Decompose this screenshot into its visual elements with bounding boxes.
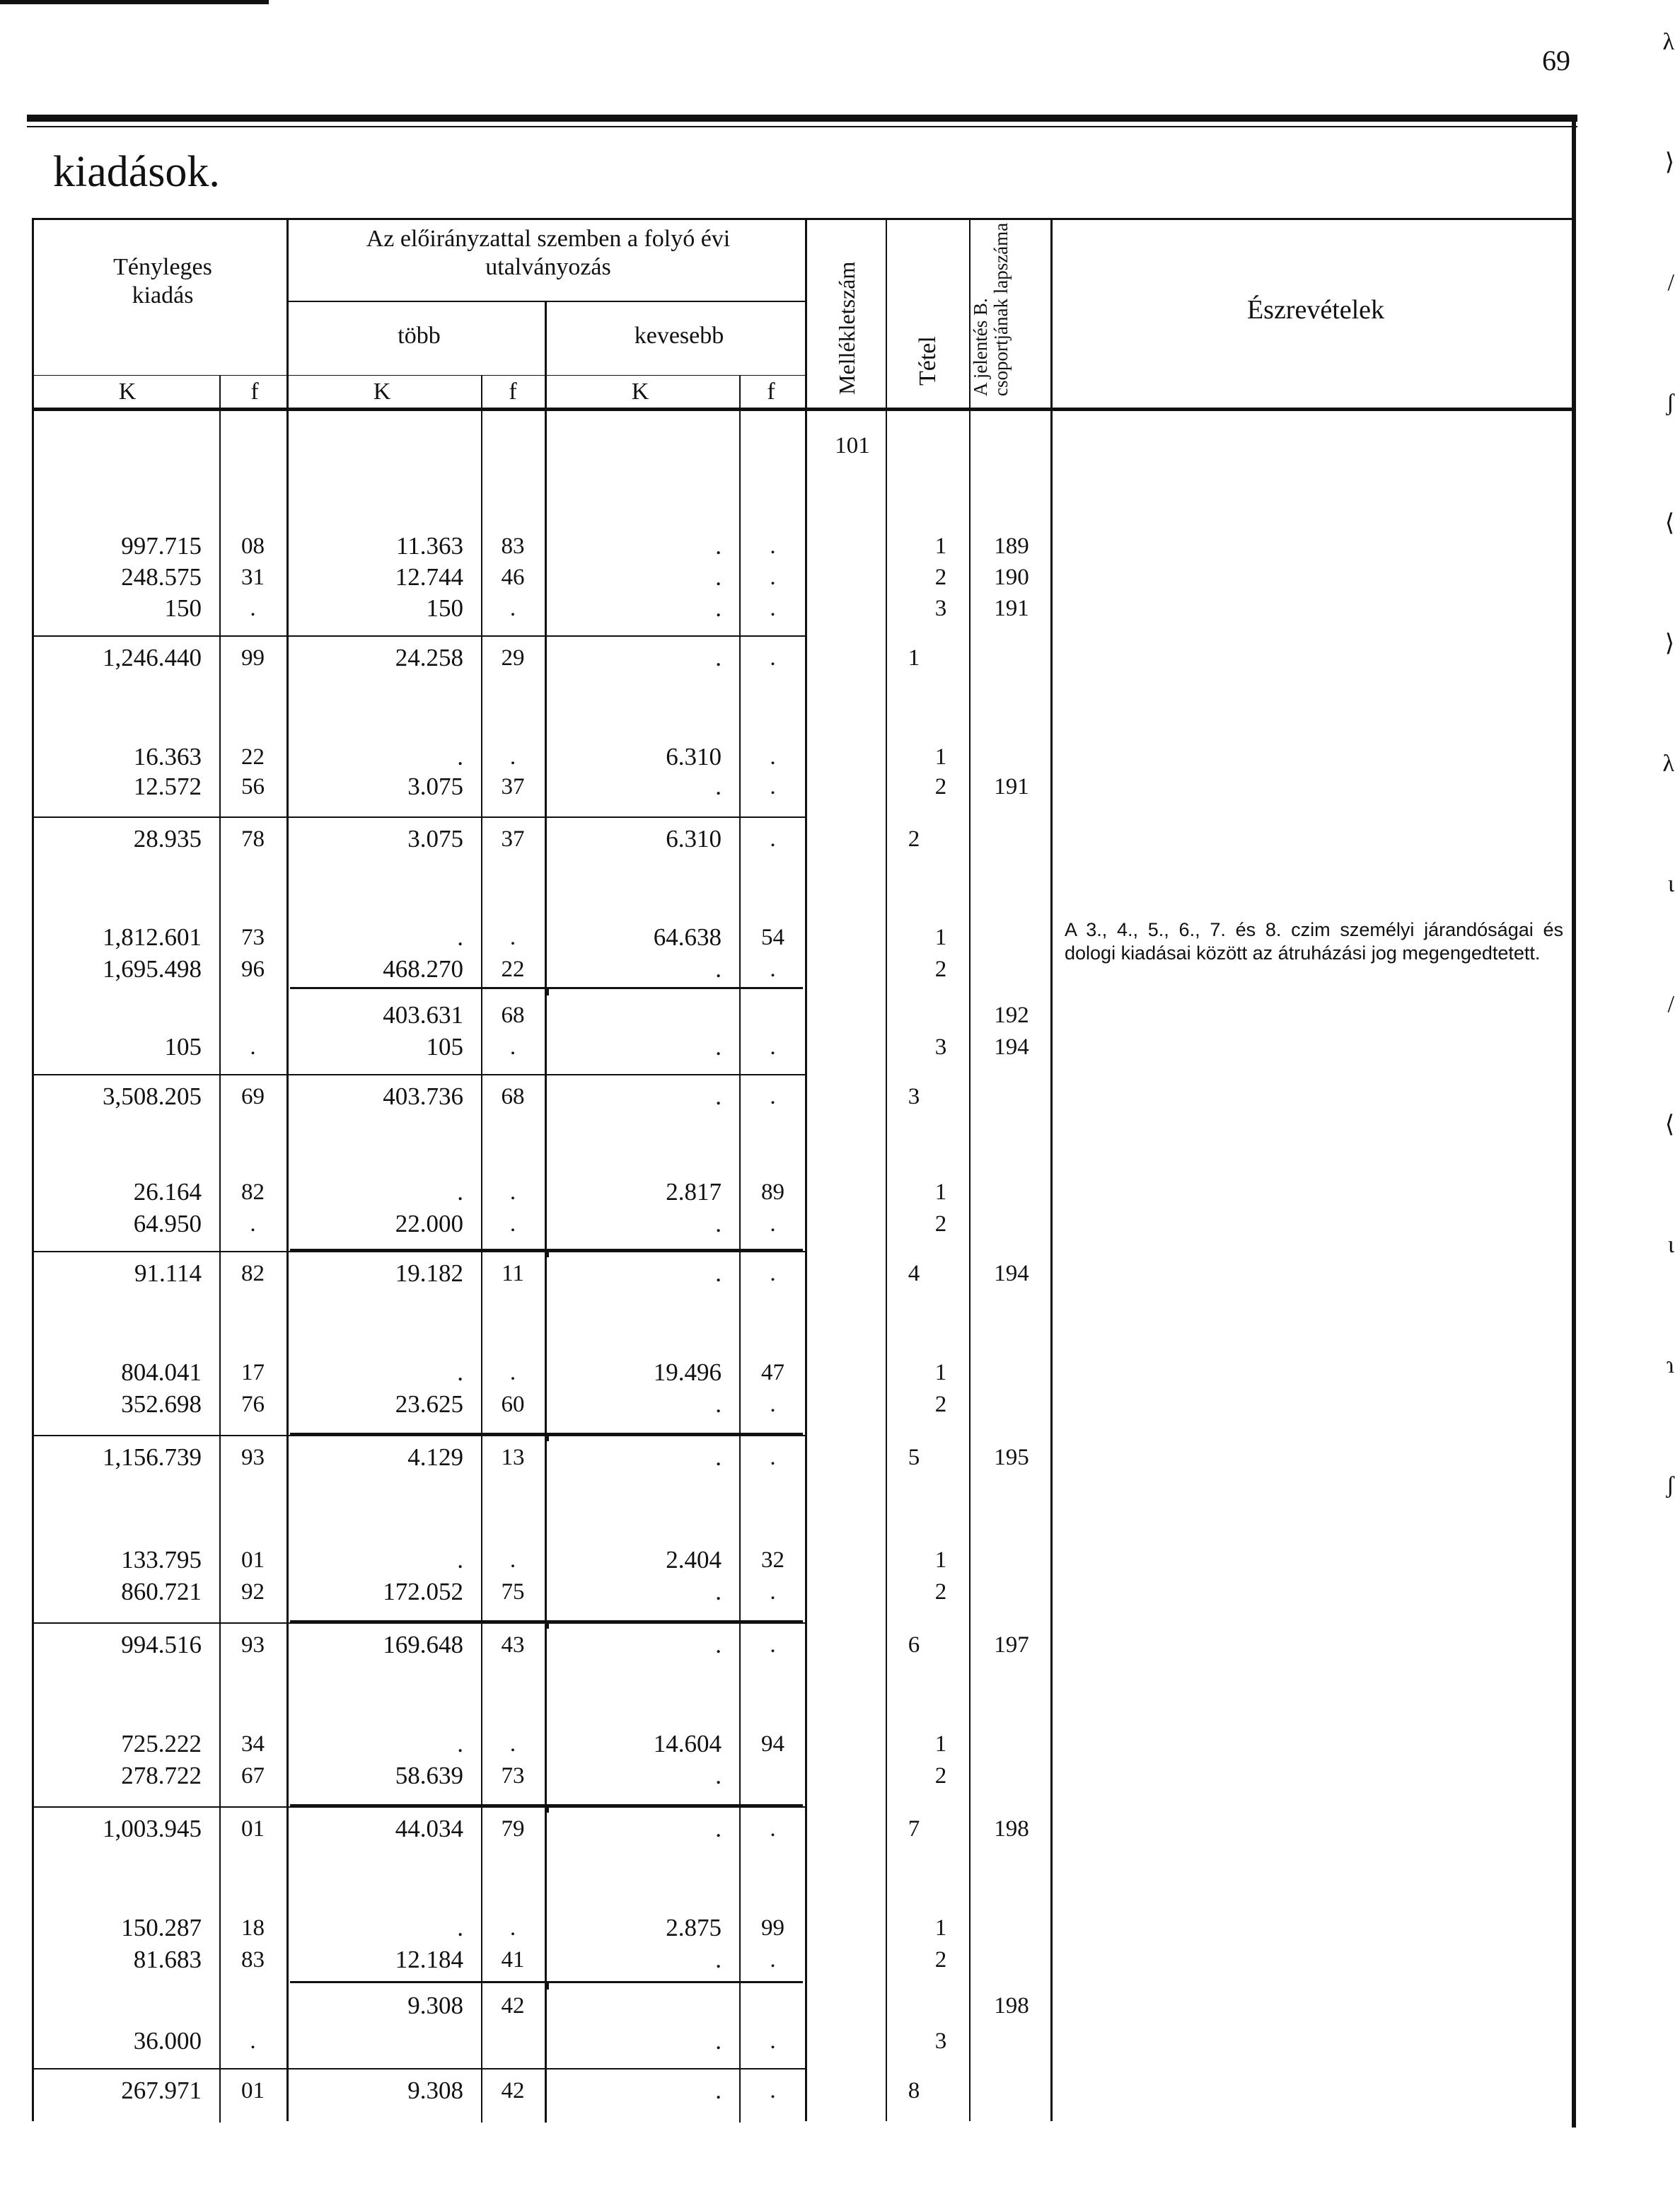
- edge-mark: /: [1667, 270, 1674, 296]
- item-number: 2: [934, 774, 947, 799]
- cell-lk: .: [715, 773, 722, 800]
- report-page-number: 198: [994, 1993, 1029, 2019]
- cell-mf: .: [509, 925, 516, 950]
- report-page-number: 197: [994, 1632, 1029, 1658]
- cell-tk: 352.698: [121, 1390, 202, 1418]
- cell-tk: 91.114: [134, 1259, 202, 1287]
- cell-tf: 99: [241, 645, 265, 671]
- item-number: 2: [934, 957, 947, 982]
- cell-mf: 37: [501, 826, 525, 852]
- edge-mark: ⟨: [1664, 510, 1674, 536]
- cell-mf: .: [509, 1731, 516, 1757]
- cell-tf: 67: [241, 1763, 265, 1789]
- col-line-left: [32, 218, 34, 2121]
- brace-mark: [290, 1804, 803, 1815]
- edge-mark: λ: [1662, 751, 1674, 777]
- cell-mf: 83: [501, 533, 525, 559]
- edge-mark: ʃ: [1666, 390, 1674, 416]
- header-eloiranyzat: Az előirányzattal szemben a folyó évi utalványozás: [366, 226, 731, 280]
- edge-mark: ⟩: [1664, 630, 1674, 657]
- title-number: 3: [908, 1084, 920, 1109]
- cell-tf: 01: [241, 2078, 265, 2103]
- report-page-number: 194: [994, 1034, 1029, 1060]
- cell-mf: 75: [501, 1579, 525, 1605]
- cell-mf: 79: [501, 1816, 525, 1842]
- cell-lk: .: [715, 1210, 722, 1237]
- cell-tk: 1,695.498: [103, 955, 202, 983]
- cell-lf: 89: [761, 1179, 784, 1205]
- brace-mark: [290, 987, 803, 998]
- header-sub-rule: [286, 301, 806, 302]
- header-mellekletszam: Mellékletszám: [834, 261, 859, 395]
- cell-lf: .: [770, 744, 776, 770]
- report-page-number: 191: [994, 774, 1029, 799]
- page-number: 69: [1542, 45, 1570, 76]
- cell-tf: 93: [241, 1445, 265, 1470]
- cell-mf: 37: [501, 774, 525, 799]
- header-tobb: több: [398, 323, 441, 349]
- cell-lk: .: [715, 2027, 722, 2055]
- item-number: 1: [934, 1360, 947, 1385]
- cell-tk: 81.683: [133, 1946, 202, 1973]
- cell-lk: 6.310: [666, 825, 722, 853]
- cell-tk: 1,246.440: [103, 644, 202, 671]
- cell-mf: .: [509, 744, 516, 770]
- cell-tk: 150.287: [121, 1914, 202, 1941]
- cell-tf: .: [250, 1211, 256, 1237]
- heading-rule-thin: [27, 126, 1577, 127]
- cell-tk: 267.971: [121, 2077, 202, 2104]
- cell-mk: 9.308: [407, 1992, 463, 2019]
- cell-tf: 96: [241, 957, 265, 982]
- cell-lk: 14.604: [653, 1730, 722, 1757]
- title-number: 6: [908, 1632, 920, 1658]
- item-number: 1: [934, 925, 947, 950]
- cell-lk: .: [715, 1946, 722, 1973]
- cell-tf: .: [250, 2028, 256, 2054]
- edge-mark: /: [1667, 991, 1674, 1017]
- item-number: 1: [934, 1731, 947, 1757]
- col-line-jelentes: [1050, 218, 1053, 2121]
- cell-mk: .: [457, 1358, 463, 1386]
- cell-mk: 12.744: [395, 563, 463, 591]
- cell-tf: 73: [241, 925, 265, 950]
- cell-lf: .: [770, 1084, 776, 1109]
- cell-lf: .: [770, 1632, 776, 1658]
- col-line-mell: [886, 218, 887, 2121]
- cell-mf: 42: [501, 1993, 525, 2019]
- cell-tk: 3,508.205: [103, 1083, 202, 1110]
- cell-tk: 248.575: [121, 563, 202, 591]
- cell-tf: .: [250, 596, 256, 621]
- cell-tk: 28.935: [133, 825, 202, 853]
- cell-tf: 82: [241, 1179, 265, 1205]
- item-number: 3: [934, 1034, 947, 1060]
- cell-lk: .: [715, 1762, 722, 1789]
- cell-tf: 69: [241, 1084, 265, 1109]
- title-number: 5: [908, 1445, 920, 1470]
- cell-tk: 1,156.739: [103, 1443, 202, 1471]
- brace-mark: [290, 1249, 803, 1259]
- cell-mk: 12.184: [395, 1946, 463, 1973]
- cell-mk: 19.182: [395, 1259, 463, 1287]
- cell-lf: .: [770, 774, 776, 799]
- item-number: 3: [934, 2028, 947, 2054]
- item-number: 2: [934, 1392, 947, 1417]
- cell-mf: 13: [501, 1445, 525, 1470]
- item-number: 1: [934, 744, 947, 770]
- header-tetel: Tétel: [915, 336, 941, 386]
- cell-mk: 403.631: [383, 1001, 463, 1029]
- cell-lk: .: [715, 1259, 722, 1287]
- header-f-tenyleges: f: [250, 379, 259, 405]
- cell-tf: 17: [241, 1360, 265, 1385]
- report-page-number: 194: [994, 1261, 1029, 1286]
- cell-tf: 01: [241, 1816, 265, 1842]
- cell-lk: 2.817: [666, 1178, 722, 1206]
- cell-mk: 150: [426, 594, 463, 622]
- cell-lk: 19.496: [653, 1358, 722, 1386]
- cell-tf: .: [250, 1034, 256, 1060]
- report-page-number: 190: [994, 565, 1029, 590]
- cell-lk: .: [715, 1443, 722, 1471]
- sum-rule: [32, 635, 806, 637]
- cell-lk: .: [715, 563, 722, 591]
- cell-tf: 01: [241, 1547, 265, 1573]
- cell-lf: .: [770, 957, 776, 982]
- cell-lf: .: [770, 645, 776, 671]
- cell-lk: 2.875: [666, 1914, 722, 1941]
- report-page-number: 189: [994, 533, 1029, 559]
- cell-tf: 22: [241, 744, 265, 770]
- cell-mk: 44.034: [395, 1815, 463, 1842]
- cell-lk: .: [715, 1390, 722, 1418]
- header-f-tobb: f: [509, 379, 517, 405]
- cell-mf: .: [509, 1547, 516, 1573]
- edge-mark: λ: [1662, 29, 1674, 55]
- col-line-lf: [805, 218, 807, 2121]
- col-line-tetel: [969, 218, 971, 2121]
- cell-tf: 18: [241, 1915, 265, 1941]
- cell-mk: 468.270: [383, 955, 463, 983]
- cell-lf: .: [770, 1261, 776, 1286]
- cell-mk: 169.648: [383, 1631, 463, 1658]
- title-number: 7: [908, 1816, 920, 1842]
- cell-mk: .: [457, 1730, 463, 1757]
- cell-tf: 78: [241, 826, 265, 852]
- cell-lf: .: [770, 2078, 776, 2103]
- cell-mf: 22: [501, 957, 525, 982]
- cell-tk: 36.000: [133, 2027, 202, 2055]
- melleklet-number: 101: [835, 433, 870, 458]
- cell-lk: .: [715, 1578, 722, 1605]
- cell-lk: .: [715, 644, 722, 671]
- cell-lf: .: [770, 1034, 776, 1060]
- cell-lf: .: [770, 1816, 776, 1842]
- cell-mk: 3.075: [407, 773, 463, 800]
- cell-tk: 105: [164, 1033, 202, 1061]
- col-line-tk: [219, 375, 221, 2123]
- item-number: 1: [934, 1547, 947, 1573]
- cell-tk: 860.721: [121, 1578, 202, 1605]
- cell-mk: 22.000: [395, 1210, 463, 1237]
- cell-tk: 725.222: [121, 1730, 202, 1757]
- cell-tk: 804.041: [121, 1358, 202, 1386]
- heading-rule: [27, 115, 1577, 122]
- cell-lk: .: [715, 2077, 722, 2104]
- cell-tk: 278.722: [121, 1762, 202, 1789]
- edge-mark: ɿ: [1666, 1352, 1674, 1378]
- cell-mf: .: [509, 1179, 516, 1205]
- cell-mk: 58.639: [395, 1762, 463, 1789]
- edge-mark: ʃ: [1666, 1472, 1674, 1499]
- cell-mk: 9.308: [407, 2077, 463, 2104]
- cell-mf: 73: [501, 1763, 525, 1789]
- item-number: 2: [934, 1947, 947, 1973]
- sum-rule: [32, 1074, 806, 1075]
- cell-lf: .: [770, 596, 776, 621]
- cell-tf: 31: [241, 565, 265, 590]
- cell-mf: 68: [501, 1003, 525, 1028]
- cell-lf: .: [770, 533, 776, 559]
- cell-tk: 1,003.945: [103, 1815, 202, 1842]
- cell-mf: 42: [501, 2078, 525, 2103]
- cell-lk: .: [715, 1083, 722, 1110]
- title-number: 4: [908, 1261, 920, 1286]
- cell-lk: 2.404: [666, 1546, 722, 1574]
- edge-mark: ɩ: [1667, 871, 1674, 897]
- header-kevesebb: kevesebb: [634, 323, 724, 349]
- header-bottom-rule: [32, 408, 1574, 411]
- cell-lk: .: [715, 1631, 722, 1658]
- sum-rule: [32, 2068, 806, 2069]
- cell-lf: .: [770, 565, 776, 590]
- brace-mark: [290, 1433, 803, 1443]
- cell-tf: 92: [241, 1579, 265, 1605]
- cell-lf: .: [770, 1211, 776, 1237]
- brace-mark: [290, 1981, 803, 1992]
- cell-tk: 133.795: [121, 1546, 202, 1574]
- header-k-tobb: K: [373, 379, 391, 405]
- cell-mk: 172.052: [383, 1578, 463, 1605]
- cell-tk: 12.572: [133, 773, 202, 800]
- item-number: 3: [934, 596, 947, 621]
- page-title: kiadások.: [53, 148, 220, 196]
- cell-mf: .: [509, 1360, 516, 1385]
- header-jelentes: A jelentés B. csoportjának lapszáma: [970, 222, 1012, 396]
- item-number: 2: [934, 1211, 947, 1237]
- cell-lf: 94: [761, 1731, 784, 1757]
- cell-tf: 56: [241, 774, 265, 799]
- cell-mf: 60: [501, 1392, 525, 1417]
- cell-tk: 1,812.601: [103, 923, 202, 951]
- cell-lf: 54: [761, 925, 784, 950]
- cell-tf: 76: [241, 1392, 265, 1417]
- header-k-tenyleges: K: [118, 379, 137, 405]
- cell-tf: 34: [241, 1731, 265, 1757]
- cell-tk: 994.516: [121, 1631, 202, 1658]
- header-kf-rule: [32, 375, 806, 376]
- cell-lf: 99: [761, 1915, 784, 1941]
- table-top-rule: [32, 218, 1574, 220]
- cell-tk: 997.715: [121, 532, 202, 560]
- item-number: 2: [934, 565, 947, 590]
- cell-mk: 24.258: [395, 644, 463, 671]
- cell-lf: 47: [761, 1360, 784, 1385]
- cell-mf: 11: [502, 1261, 524, 1286]
- header-tenyleges: Tényleges kiadás: [113, 254, 212, 308]
- report-page-number: 191: [994, 596, 1029, 621]
- item-number: 1: [934, 533, 947, 559]
- cell-lf: .: [770, 1579, 776, 1605]
- item-number: 2: [934, 1763, 947, 1789]
- cell-mf: 29: [501, 645, 525, 671]
- cell-tk: 16.363: [133, 743, 202, 770]
- cell-mk: .: [457, 1178, 463, 1206]
- header-k-kevesebb: K: [631, 379, 649, 405]
- report-page-number: 192: [994, 1003, 1029, 1028]
- cell-mk: .: [457, 923, 463, 951]
- cell-lf: .: [770, 1947, 776, 1973]
- cell-mf: .: [509, 1211, 516, 1237]
- edge-mark: ⟩: [1664, 149, 1674, 175]
- cell-tf: 82: [241, 1261, 265, 1286]
- cell-mk: 403.736: [383, 1083, 463, 1110]
- cell-mk: 105: [426, 1033, 463, 1061]
- cell-mk: 3.075: [407, 825, 463, 853]
- col-line-tf: [286, 218, 289, 2121]
- sum-rule: [32, 816, 806, 818]
- col-line-mf: [545, 301, 547, 2123]
- header-f-kevesebb: f: [767, 379, 775, 405]
- cell-mf: .: [509, 596, 516, 621]
- cell-mk: .: [457, 1546, 463, 1574]
- cell-lk: .: [715, 532, 722, 560]
- cell-mk: 11.363: [396, 532, 463, 560]
- item-number: 1: [934, 1915, 947, 1941]
- cell-mf: .: [509, 1034, 516, 1060]
- cell-lk: .: [715, 955, 722, 983]
- cell-lf: .: [770, 2028, 776, 2054]
- cell-tf: 83: [241, 1947, 265, 1973]
- cell-lf: .: [770, 1392, 776, 1417]
- cell-lf: .: [770, 1445, 776, 1470]
- item-number: 1: [934, 1179, 947, 1205]
- cell-mk: .: [457, 1914, 463, 1941]
- cell-mf: 46: [501, 565, 525, 590]
- cell-lk: .: [715, 594, 722, 622]
- top-ink-mark: [0, 0, 269, 4]
- cell-mf: .: [509, 1915, 516, 1941]
- cell-mf: 68: [501, 1084, 525, 1109]
- header-eszrevetelek: Észrevételek: [1246, 295, 1385, 325]
- brace-mark: [290, 1620, 803, 1631]
- edge-mark: ɩ: [1667, 1232, 1674, 1258]
- cell-tk: 64.950: [133, 1210, 202, 1237]
- cell-mf: 43: [501, 1632, 525, 1658]
- cell-mf: 41: [501, 1947, 525, 1973]
- cell-lf: .: [770, 826, 776, 852]
- cell-mk: 4.129: [407, 1443, 463, 1471]
- cell-tf: 08: [241, 533, 265, 559]
- cell-lk: 64.638: [653, 923, 722, 951]
- report-page-number: 198: [994, 1816, 1029, 1842]
- title-number: 2: [908, 826, 920, 852]
- cell-lk: .: [715, 1033, 722, 1061]
- cell-tk: 26.164: [133, 1178, 202, 1206]
- cell-tf: 93: [241, 1632, 265, 1658]
- cell-mk: 23.625: [395, 1390, 463, 1418]
- right-border: [1572, 122, 1576, 2128]
- remark-text: A 3., 4., 5., 6., 7. és 8. czim személyi járandóságai és dologi kiadásai között az átruházási jog megengedtetett.: [1065, 919, 1563, 964]
- cell-lk: .: [715, 1815, 722, 1842]
- title-number: 8: [908, 2078, 920, 2103]
- cell-lf: 32: [761, 1547, 784, 1573]
- title-number: 1: [908, 645, 920, 671]
- report-page-number: 195: [994, 1445, 1029, 1470]
- cell-tk: 150: [164, 594, 202, 622]
- cell-mk: .: [457, 743, 463, 770]
- cell-lk: 6.310: [666, 743, 722, 770]
- edge-mark: ⟨: [1664, 1112, 1674, 1138]
- item-number: 2: [934, 1579, 947, 1605]
